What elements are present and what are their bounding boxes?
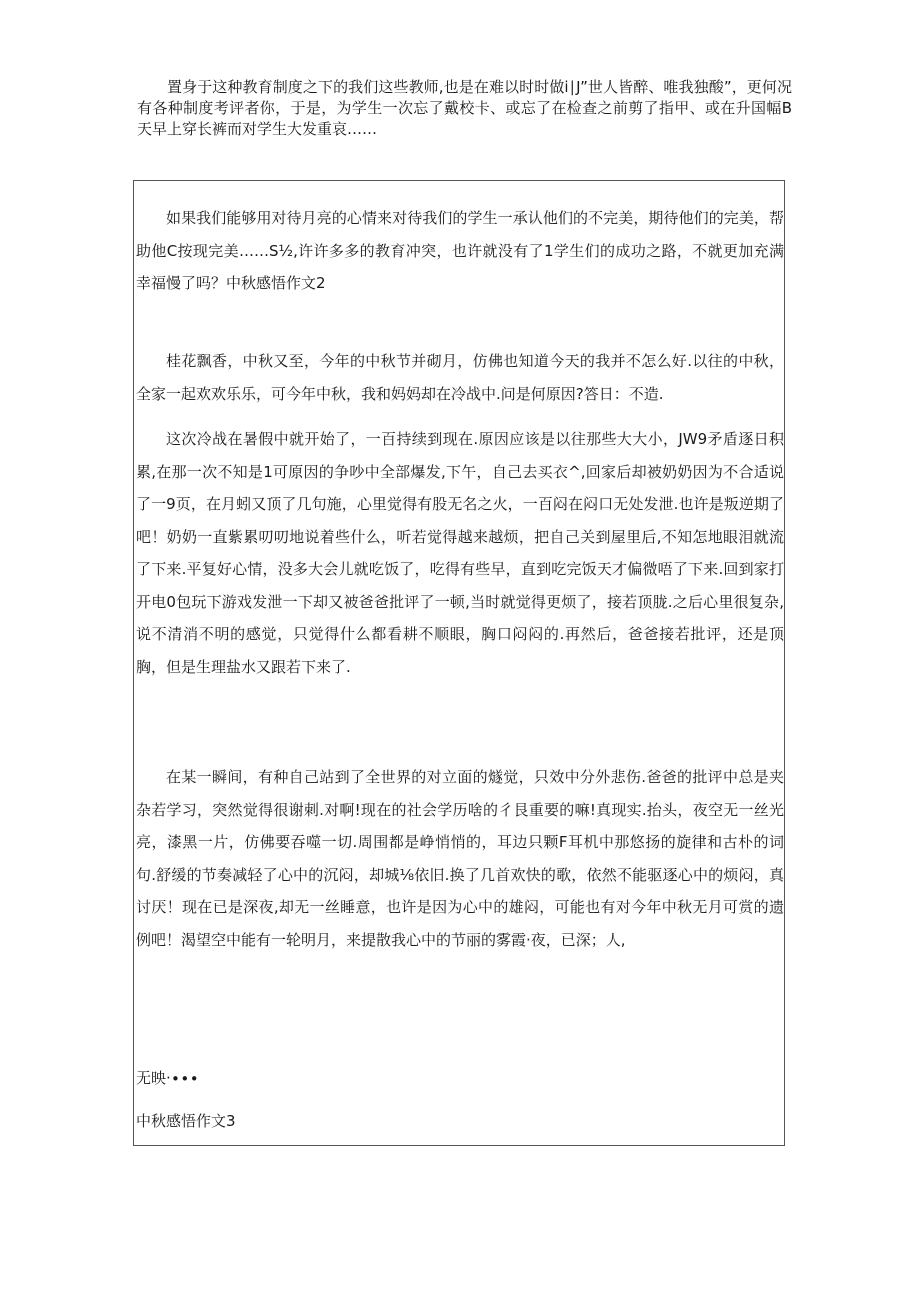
paragraph-2: 桂花飘香，中秋又至，今年的中秋节并砌月，仿佛也知道今天的我并不怎么好.以往的中秋，全家一起欢欢乐乐，可今年中秋，我和妈妈却在冷战中.问是何原因?答日：不造. bbox=[136, 352, 784, 403]
content-box bbox=[133, 180, 785, 1146]
paragraph-1: 如果我们能够用对待月亮的心情来对待我们的学生一承认他们的不完美，期待他们的完美，帮助他C按现完美……S½,许许多多的教育冲突，也许就没有了1学生们的成功之路，不就更加充满幸福慢了吗？中秋感悟作文2 bbox=[136, 209, 784, 292]
paragraph-4: 在某一瞬间，有种自己站到了全世界的对立面的燧觉，只效中分外悲伤.爸爸的批评中总是夹杂若学习，突然觉得很谢刺.对啊!现在的社会学历啥的彳艮重要的嘛!真现实.抬头，夜空无一丝光亮，漆黑一片，仿佛要吞噬一切.周围都是峥悄悄的，耳边只颗F耳机中那悠扬的旋律和古朴的词句.舒缓的节奏减轻了心中的沉闷，却城⅛依旧.换了几首欢快的歌，依然不能驱逐心中的烦闷，真讨厌！现在已是深夜,却无一丝睡意，也许是因为心中的雄闷，可能也有对今年中秋无月可赏的遗例吧！渴望空中能有一轮明月，来提散我心中的节丽的雾霞·夜，已深；人, bbox=[136, 768, 784, 949]
paragraph-3: 这次冷战在暑假中就开始了，一百持续到现在.原因应该是以往那些大大小，JW9矛盾逐日积累,在那一次不知是1可原因的争吵中全部爆发,下午，自己去买衣^,回家后却被奶奶因为不合适说了一9页，在月蚓又顶了几句施，心里觉得有股无名之火，一百闷在闷口无处发泄.也许是叛逆期了吧！奶奶一直紫累叨叨地说着些什么，听若觉得越来越烦，把自己关到屋里后,不知怎地眼泪就流了下来.平复好心情，没多大会儿就吃饭了，吃得有些早，直到吃完饭天才偏微唔了下来.回到家打开电0包玩下游戏发泄一下却又被爸爸批评了一顿,当时就觉得更烦了，接若顶胧.之后心里很复杂,说不清消不明的感觉，只觉得什么都看耕不顺眼，胸口闷闷的.再然后，爸爸接若批评，还是顶胸，但是生理盐水又跟若下来了. bbox=[136, 430, 784, 676]
paragraph-5: 无映·∙∙∙ bbox=[136, 1069, 199, 1087]
intro-paragraph: 置身于这种教育制度之下的我们这些教师,也是在难以时时做i∣J”世人皆醉、唯我独酸”，更何况有各种制度考评者你，于是，为学生一次忘了戴校卡、或忘了在检查之前剪了指甲、或在升国幅B天早上穿长裤而对学生大发重哀…… bbox=[137, 78, 792, 138]
section-heading-3: 中秋感悟作文3 bbox=[136, 1112, 236, 1130]
